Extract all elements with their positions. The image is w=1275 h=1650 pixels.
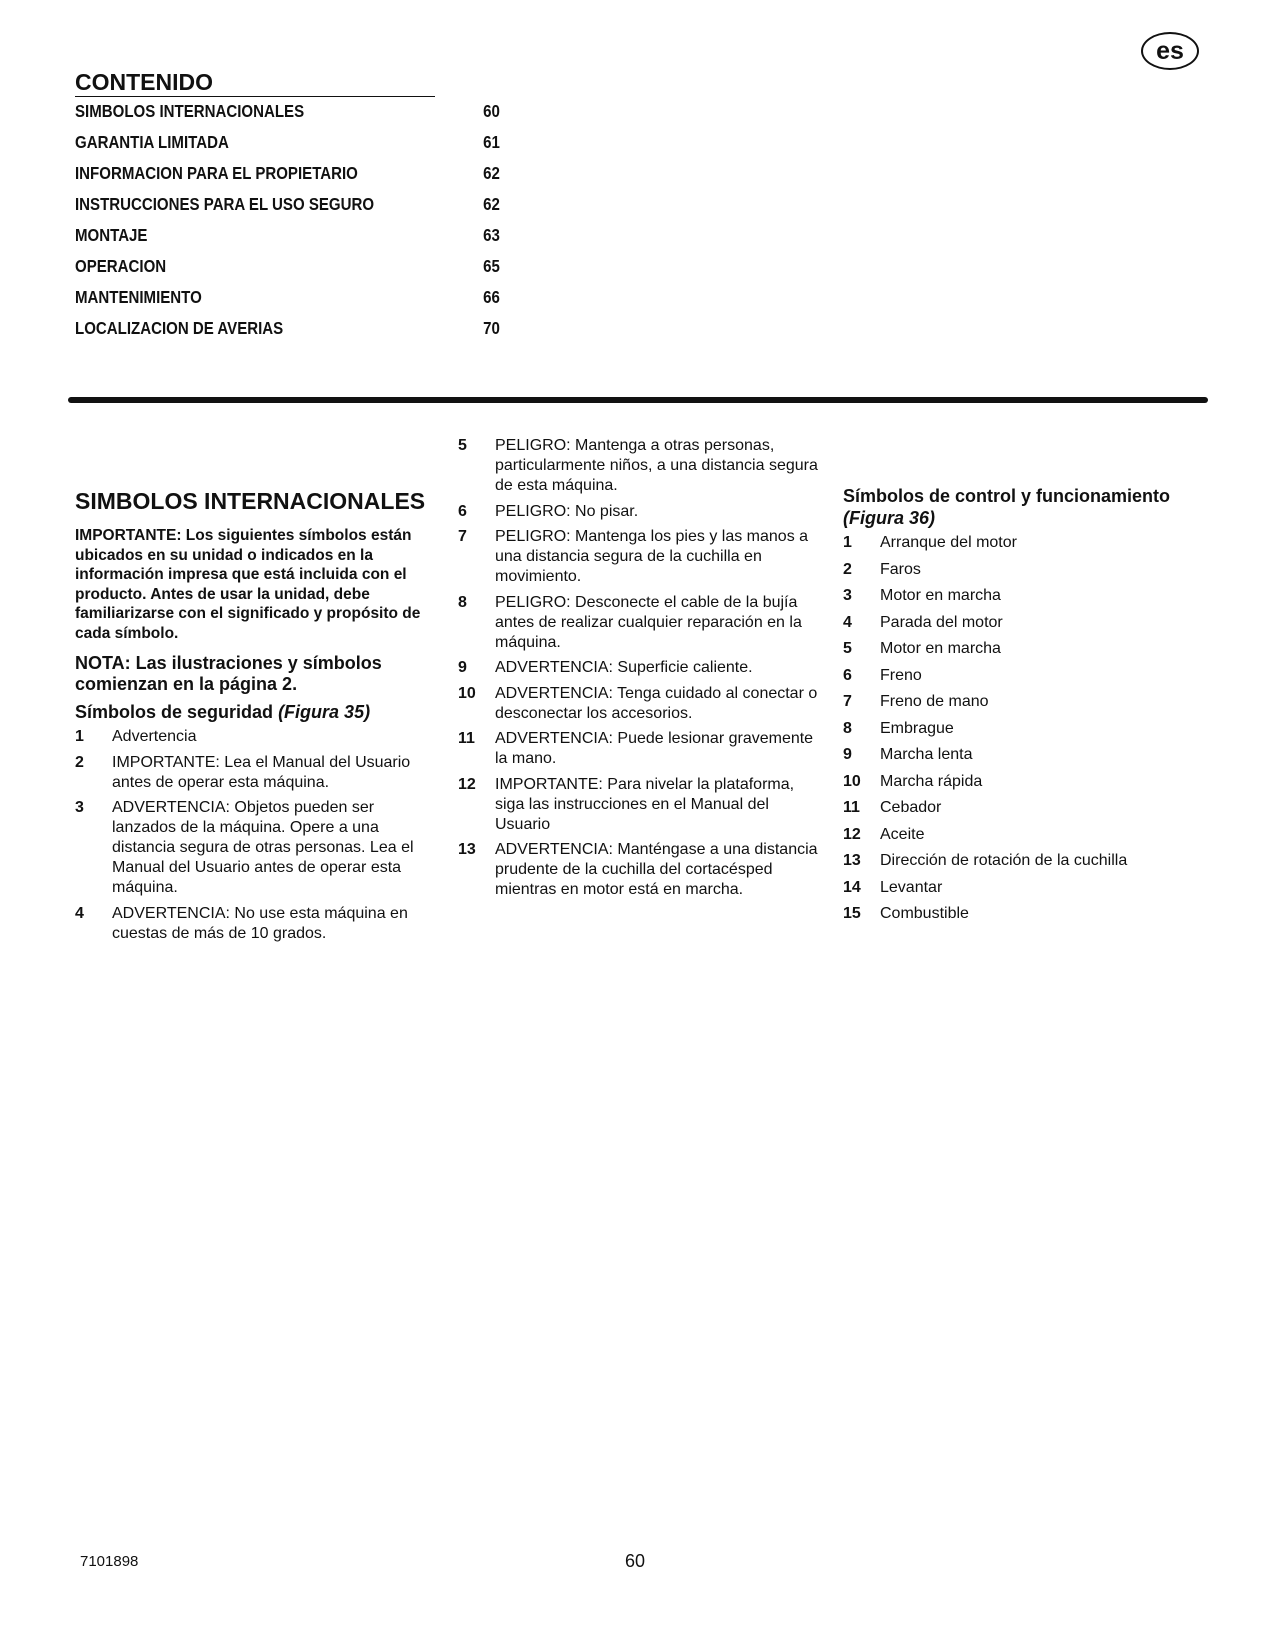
safety-item [75,753,435,793]
item-text: Cebador [880,799,942,816]
item-number: 11 [843,799,860,816]
important-paragraph: IMPORTANTE: Los siguientes símbolos están ubicados en su unidad o indicados en la información impresa que está incluida con el producto. Antes de usar la unidad, debe familiarizarse con el significado y propósito de cada símbolo. [75,527,421,642]
safety-symbols-heading: Símbolos de seguridad (Figura 35) [75,702,371,722]
item-number: 8 [843,719,852,737]
item-text: Arranque del motor [880,534,1017,551]
item-number: 1 [843,534,852,551]
item-number: 9 [843,746,852,763]
toc-row [75,98,500,129]
item-number: 11 [458,730,475,747]
control-item [843,719,1213,739]
item-number: 13 [458,841,476,858]
safety-item [458,436,823,496]
toc-label: MANTENIMIENTO [75,287,202,307]
toc-label: OPERACION [75,256,167,276]
item-number: 2 [75,753,84,771]
item-number: 5 [458,437,467,454]
toc-row [75,160,500,191]
item-text: ADVERTENCIA: Objetos pueden ser lanzados de la máquina. Opere a una distancia segura de otras personas. Lea el Manual del Usuario antes de operar esta máquina. [112,799,414,896]
safety-item [458,684,823,724]
item-number: 6 [843,666,852,684]
item-number: 3 [75,799,84,816]
item-number: 12 [458,775,476,793]
toc-label: LOCALIZACION DE AVERIAS [75,318,284,338]
language-badge: es [1141,32,1199,70]
safety-item [75,727,435,747]
item-number: 8 [458,593,467,611]
item-number: 3 [843,587,852,604]
column-1 [75,488,435,949]
toc-label: MONTAJE [75,225,148,245]
note-paragraph: NOTA: Las ilustraciones y símbolos comienzan en la página 2. [75,653,382,694]
item-text: Levantar [880,878,943,896]
item-number: 15 [843,905,861,922]
item-number: 12 [843,825,861,843]
control-item [843,825,1213,845]
item-text: ADVERTENCIA: No use esta máquina en cuestas de más de 10 grados. [112,904,408,942]
control-symbols-heading: Símbolos de control y funcionamiento (Figura 36) [843,486,1171,528]
item-number: 7 [843,693,852,710]
item-text: ADVERTENCIA: Superficie caliente. [495,659,753,676]
toc-row [75,191,500,222]
item-number: 10 [458,684,476,702]
toc-label: INFORMACION PARA EL PROPIETARIO [75,163,358,183]
item-number: 9 [458,659,467,676]
control-item [843,904,1213,924]
safety-item [458,775,823,835]
item-text: Advertencia [112,728,197,745]
toc-page: 66 [483,287,500,307]
column-3 [843,485,1213,931]
item-text: PELIGRO: Desconecte el cable de la bujía antes de realizar cualquier reparación en la máquina. [495,593,802,651]
control-item [843,692,1213,712]
item-text: ADVERTENCIA: Manténgase a una distancia prudente de la cuchilla del cortacésped mientras en motor está en marcha. [495,841,818,898]
item-text: Faros [880,560,921,578]
item-text: ADVERTENCIA: Tenga cuidado al conectar o desconectar los accesorios. [495,684,818,722]
control-item [843,639,1213,659]
toc-row [75,222,500,253]
toc-label: GARANTIA LIMITADA [75,132,229,152]
item-text: Freno de mano [880,693,989,710]
item-number: 10 [843,772,861,790]
safety-item [458,502,823,522]
control-item [843,745,1213,765]
section-title: SIMBOLOS INTERNACIONALES [75,488,426,514]
item-text: Marcha rápida [880,772,983,790]
toc-page: 70 [483,318,500,338]
item-number: 1 [75,728,84,745]
toc-row [75,253,500,284]
control-item [843,851,1213,871]
item-text: Motor en marcha [880,640,1001,657]
item-number: 6 [458,502,467,520]
item-text: Embrague [880,719,954,737]
control-item [843,878,1213,898]
toc-page: 65 [483,256,500,276]
safety-item [458,658,823,678]
column-2 [458,436,823,906]
page-number: 60 [625,1551,646,1571]
control-item [843,772,1213,792]
safety-item [75,904,435,944]
control-item [843,798,1213,818]
toc-title: CONTENIDO [75,68,435,97]
item-number: 4 [75,904,84,922]
toc-page: 60 [483,101,500,121]
section-divider [68,397,1208,403]
toc-row [75,315,500,346]
control-item [843,613,1213,633]
item-number: 2 [843,560,852,578]
toc-label: SIMBOLOS INTERNACIONALES [75,101,305,121]
table-of-contents [75,98,500,346]
toc-label: INSTRUCCIONES PARA EL USO SEGURO [75,194,375,214]
control-item [843,560,1213,580]
item-number: 7 [458,528,467,545]
toc-row [75,284,500,315]
item-text: Parada del motor [880,613,1003,631]
toc-page: 63 [483,225,500,245]
safety-item [75,798,435,898]
item-number: 4 [843,613,852,631]
control-item [843,586,1213,606]
control-item [843,533,1213,553]
item-text: Motor en marcha [880,587,1001,604]
item-text: PELIGRO: Mantenga a otras personas, particularmente niños, a una distancia segura de esta máquina. [495,437,818,494]
item-text: ADVERTENCIA: Puede lesionar gravemente la mano. [495,730,814,767]
item-text: Combustible [880,905,969,922]
item-text: Aceite [880,825,925,843]
item-text: Freno [880,666,922,684]
safety-item [458,840,823,900]
item-text: Dirección de rotación de la cuchilla [880,852,1128,869]
item-text: IMPORTANTE: Lea el Manual del Usuario antes de operar esta máquina. [112,753,411,791]
toc-row [75,129,500,160]
toc-page: 62 [483,194,500,214]
toc-page: 62 [483,163,500,183]
safety-item [458,527,823,587]
safety-item [458,593,823,653]
item-text: PELIGRO: No pisar. [495,502,639,520]
item-text: IMPORTANTE: Para nivelar la plataforma, siga las instrucciones en el Manual del Usuario [495,775,795,833]
item-number: 13 [843,852,861,869]
safety-item [458,729,823,769]
item-text: Marcha lenta [880,746,973,763]
item-number: 14 [843,878,861,896]
control-item [843,666,1213,686]
toc-page: 61 [483,132,500,152]
document-number: 7101898 [80,1553,139,1570]
item-number: 5 [843,640,852,657]
item-text: PELIGRO: Mantenga los pies y las manos a una distancia segura de la cuchilla en movimiento. [495,528,809,585]
